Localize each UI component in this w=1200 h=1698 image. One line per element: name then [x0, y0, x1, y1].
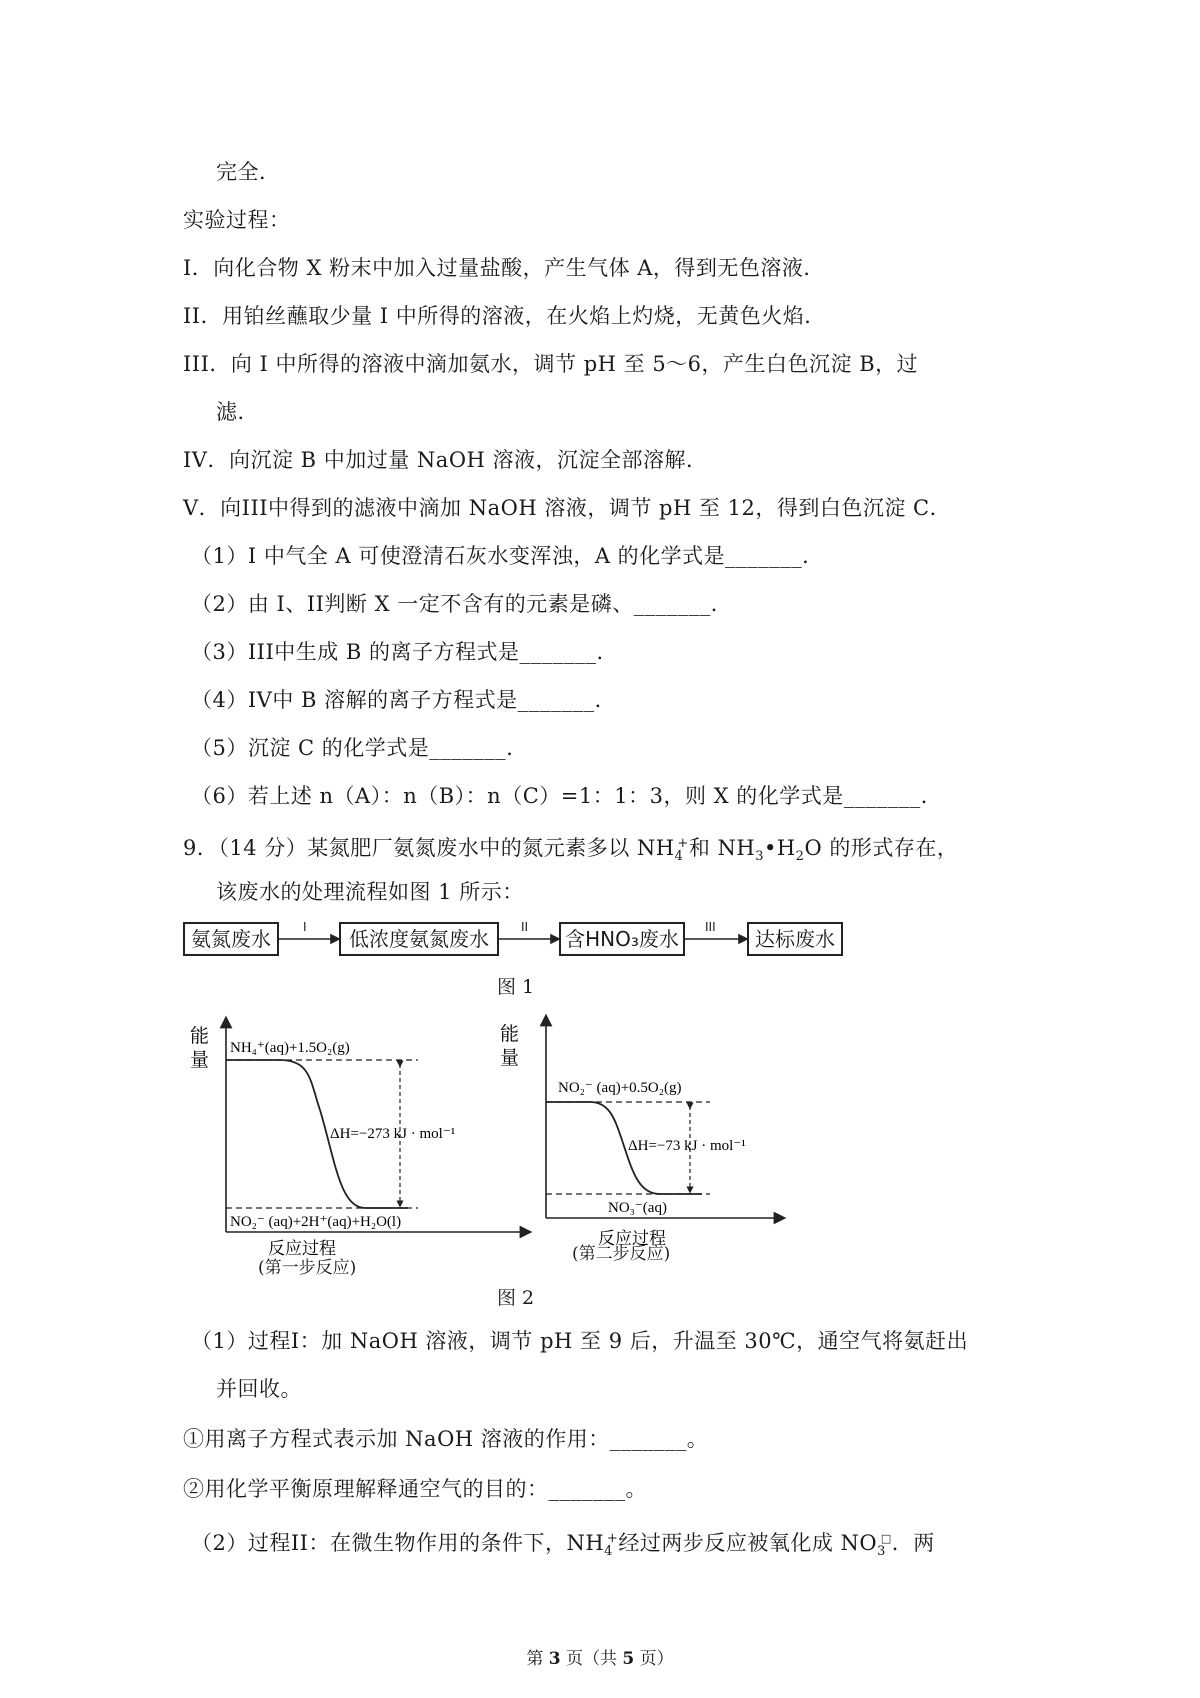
figure-2-caption: 图 2 — [497, 1287, 535, 1309]
y-axis-label: 量 — [500, 1048, 520, 1069]
question-line: （3）III中生成 B 的离子方程式是_______． — [191, 640, 619, 664]
question-line: （1）I 中气全 A 可使澄清石灰水变浑浊，A 的化学式是_______． — [191, 544, 824, 568]
diagram-subtitle: (第一步反应) — [258, 1258, 357, 1278]
flow-box: 达标废水 — [747, 922, 843, 956]
flow-arrow-label: III — [705, 920, 716, 934]
page-footer: 第 3 页（共 5 页） — [526, 1649, 674, 1669]
final-state-label: NO₂⁻ (aq)+2H⁺(aq)+H₂O(l) — [230, 1214, 402, 1230]
y-axis-label: 能 — [500, 1024, 520, 1045]
final-state-label: NO₃⁻(aq) — [608, 1200, 667, 1216]
y-axis-label: 能 — [190, 1026, 210, 1047]
question-line: （2）由 I、II判断 X 一定不含有的元素是磷、_______． — [191, 592, 733, 616]
energy-diagram-step1 — [190, 1022, 526, 1258]
text-line: 滤． — [216, 400, 259, 424]
text-line: II．用铂丝蘸取少量 I 中所得的溶液，在火焰上灼烧，无黄色火焰． — [183, 304, 826, 328]
delta-h-label: ΔH=−73 kJ · mol⁻¹ — [628, 1138, 746, 1154]
question-line: （5）沉淀 C 的化学式是_______． — [191, 736, 528, 760]
flow-box: 含HNO₃废水 — [559, 922, 685, 956]
text-line: 实验过程： — [183, 208, 291, 232]
text-line: IV．向沉淀 B 中加过量 NaOH 溶液，沉淀全部溶解． — [183, 448, 708, 472]
x-axis-label: 反应过程 — [598, 1229, 666, 1248]
diagram-subtitle: (第二步反应) — [572, 1244, 671, 1264]
question-line: （2）过程II：在微生物作用的条件下，$NH_4^+$经过两步反应被氧化成 $NO_3^□$．两 — [191, 1531, 935, 1560]
flow-box: 低浓度氨氮废水 — [339, 922, 499, 956]
x-axis-label: 反应过程 — [268, 1239, 336, 1258]
question-line: （1）过程I：加 NaOH 溶液，调节 pH 至 9 后，升温至 30℃，通空气将氨赶出 — [191, 1329, 969, 1353]
initial-state-label: NO₂⁻ (aq)+0.5O₂(g) — [558, 1080, 682, 1096]
text-line: ①用离子方程式表示加 NaOH 溶液的作用：_______。 — [183, 1427, 709, 1451]
figure-1-caption: 图 1 — [497, 976, 535, 998]
text-line: ②用化学平衡原理解释通空气的目的：_______。 — [183, 1477, 647, 1501]
text-line: I．向化合物 X 粉末中加入过量盐酸，产生气体 A，得到无色溶液． — [183, 256, 825, 280]
question-line: （4）IV中 B 溶解的离子方程式是_______． — [191, 688, 617, 712]
flow-arrow-label: II — [521, 920, 529, 934]
text-line: 完全． — [216, 160, 281, 184]
flow-arrows — [183, 922, 843, 962]
text-line: 该废水的处理流程如图 1 所示： — [216, 880, 524, 904]
y-axis-label: 量 — [190, 1050, 210, 1071]
text-line: III．向 I 中所得的溶液中滴加氨水，调节 pH 至 5～6，产生白色沉淀 B，过 — [183, 352, 919, 376]
text-line: V．向III中得到的滤液中滴加 NaOH 溶液，调节 pH 至 12，得到白色沉淀 C． — [183, 496, 952, 520]
flow-arrow-label: I — [303, 920, 307, 934]
text-line: 并回收。 — [216, 1377, 302, 1401]
delta-h-label: ΔH=−273 kJ · mol⁻¹ — [330, 1126, 456, 1142]
question-line: （6）若上述 n（A）：n（B）：n（C）=1：1：3，则 X 的化学式是_______． — [191, 784, 943, 808]
figure-2-energy-diagrams — [190, 1010, 850, 1270]
question-9-line: 9．（14 分）某氮肥厂氨氮废水中的氮元素多以 $NH_4^+$和 $NH_3•H_2O$ 的形式存在， — [183, 836, 959, 865]
energy-diagram-step2 — [500, 1020, 780, 1248]
flow-box: 氨氮废水 — [183, 922, 279, 956]
initial-state-label: NH₄⁺(aq)+1.5O₂(g) — [230, 1040, 350, 1056]
figure-1-flowchart — [183, 922, 843, 962]
